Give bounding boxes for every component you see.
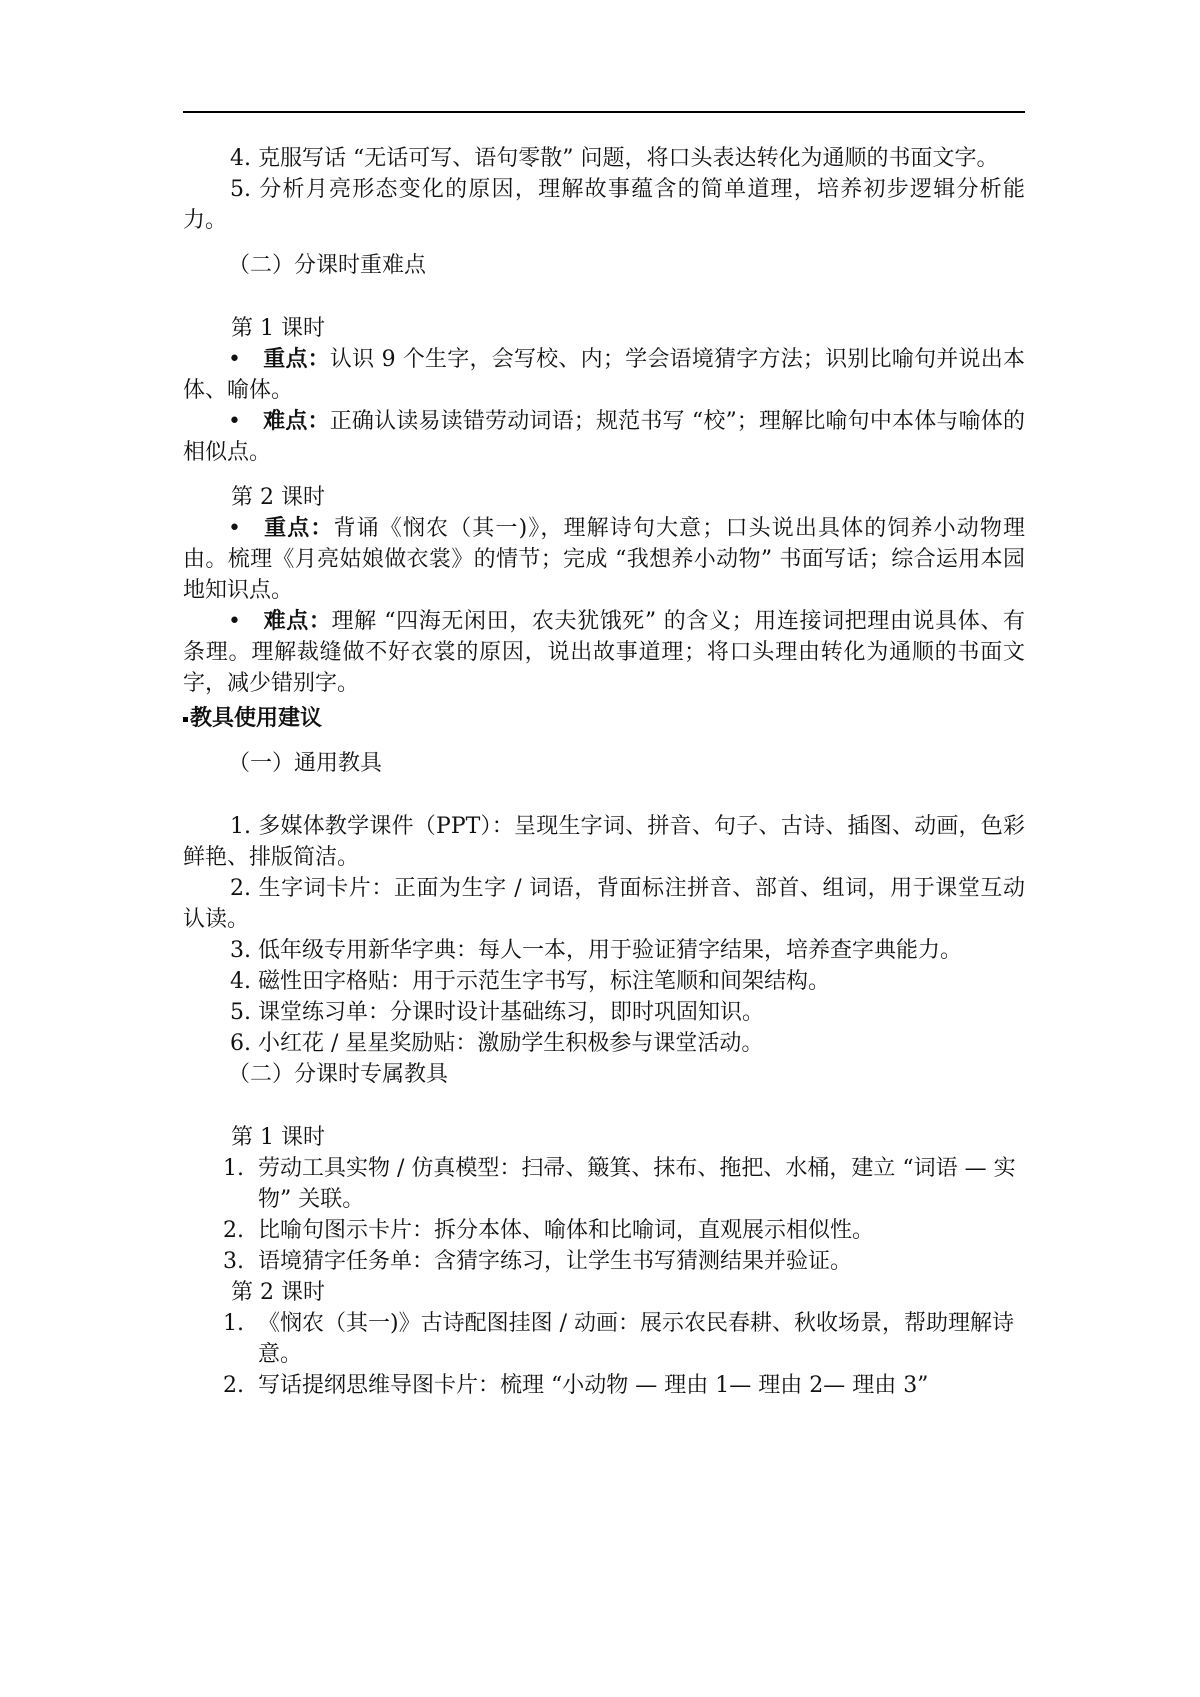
general-aid-item: 2. 生字词卡片：正面为生字 / 词语，背面标注拼音、部首、组词，用于课堂互动认读。 [183,876,1025,932]
general-aids-heading: （一）通用教具 [228,751,383,776]
teaching-aids-heading [183,703,1025,734]
list-number: 1. [223,1311,244,1336]
key-point-text: 背诵《悯农（其一)》，理解诗句大意；口头说出具体的饲养小动物理由。梳理《月亮姑娘做衣裳》的情节；完成 “我想养小动物” 书面写话；综合运用本园地知识点。 [183,516,1025,603]
list-number: 1. [223,1156,244,1181]
general-aid-item: 6. 小红花 / 星星奖励贴：激励学生积极参与课堂活动。 [230,1031,764,1056]
bullet-icon: • [228,409,241,434]
lesson1-key-point [183,344,1025,406]
general-aid-item: 1. 多媒体教学课件（PPT）：呈现生字词、拼音、句子、古诗、插图、动画，色彩鲜艳、排版简洁。 [183,814,1025,870]
lesson2-key-point [183,513,1025,606]
general-aids-list [183,811,1025,1059]
difficulty-label: 难点： [263,609,332,634]
general-aid-item: 5. 课堂练习单：分课时设计基础练习，即时巩固知识。 [230,1000,764,1025]
bullet-icon: • [228,609,241,634]
general-aid-item: 3. 低年级专用新华字典：每人一本，用于验证猜字结果，培养查字典能力。 [230,938,962,963]
list-number: 2. [223,1373,244,1398]
key-point-label: 重点： [263,516,334,541]
lesson1-aids-list [183,1153,1025,1277]
lesson2-aids-list [183,1308,1025,1401]
list-number: 3. [223,1249,244,1274]
key-point-label: 重点： [263,347,330,372]
square-bullet-icon [183,717,188,722]
difficulty-label: 难点： [263,409,330,434]
lesson1-aid-item [183,1153,1025,1215]
bullet-icon: • [228,516,241,541]
key-point-text: 认识 9 个生字，会写校、内；学会语境猜字方法；识别比喻句并说出本体、喻体。 [183,347,1025,403]
specific-aids-heading: （二）分课时专属教具 [228,1062,449,1087]
goal-item-4: 4. 克服写话 “无话可写、语句零散” 问题，将口头表达转化为通顺的书面文字。 [230,146,999,171]
lesson2-difficulty [183,606,1025,699]
list-item-text: 语境猜字任务单：含猜字练习，让学生书写猜测结果并验证。 [258,1249,853,1274]
document-body [183,143,1025,1401]
lesson2-aid-item [183,1308,1025,1370]
bullet-icon: • [228,347,241,372]
key-points-heading: （二）分课时重难点 [228,253,427,278]
goal-item-5: 5. 分析月亮形态变化的原因，理解故事蕴含的简单道理，培养初步逻辑分析能力。 [183,177,1025,233]
difficulty-text: 理解 “四海无闲田，农夫犹饿死” 的含义；用连接词把理由说具体、有条理。理解裁缝做不好衣裳的原因，说出故事道理；将口头理由转化为通顺的书面文字，减少错别字。 [183,609,1025,696]
teaching-aids-heading-text: 教具使用建议 [190,706,323,731]
specific-aids-lesson2-title: 第 2 课时 [231,1280,325,1305]
lesson2-aid-item [183,1370,1025,1401]
list-item-text: 比喻句图示卡片：拆分本体、喻体和比喻词，直观展示相似性。 [258,1218,875,1243]
key-points-lesson1-title: 第 1 课时 [231,316,325,341]
lesson1-difficulty [183,406,1025,468]
specific-aids-lesson1-title: 第 1 课时 [231,1125,325,1150]
list-item-text: 写话提纲思维导图卡片：梳理 “小动物 — 理由 1— 理由 2— 理由 3” [258,1373,929,1398]
general-aid-item: 4. 磁性田字格贴：用于示范生字书写，标注笔顺和间架结构。 [230,969,830,994]
list-item-text: 劳动工具实物 / 仿真模型：扫帚、簸箕、抹布、拖把、水桶，建立 “词语 — 实物” 关联。 [258,1156,1016,1212]
difficulty-text: 正确认读易读错劳动词语；规范书写 “校”；理解比喻句中本体与喻体的相似点。 [183,409,1025,465]
header-rule [183,111,1025,113]
lesson1-aid-item [183,1246,1025,1277]
list-number: 2. [223,1218,244,1243]
list-item-text: 《悯农（其一)》古诗配图挂图 / 动画：展示农民春耕、秋收场景，帮助理解诗意。 [258,1311,1014,1367]
key-points-lesson2-title: 第 2 课时 [231,485,325,510]
lesson1-aid-item [183,1215,1025,1246]
